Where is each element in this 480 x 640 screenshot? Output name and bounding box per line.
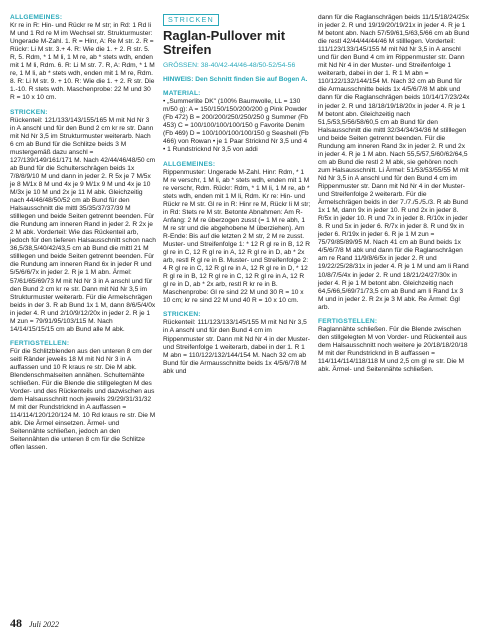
- section-heading: ALLGEMEINES:: [163, 160, 216, 168]
- body-text: Für die Schlitzblenden aus den unteren 8 cm der seitl Ränder jeweils 18 M mit Nd Nr 3 in A auffassen und 10 R kraus re str. Die M abk. Blendenschmalseiten annähen. Schulternähte schließen. Für die Blende die stillgelegten M des Vorder- und des Rückenteils und dazwischen aus dem Halsausschnitt noch jeweils 29/29/31/31/32 M mit der Rundstricknd in A auffassen = 114/114/120/120/124 M. 10 Rd kraus re str. Die M abk. Die Ärmel einsetzen. Ärmel- und Seitennähte schließen, jedoch an den Seitennähten die unteren 8 cm für die Schlitze offen lassen.: [10, 347, 156, 452]
- category-tag: STRICKEN: [163, 14, 219, 26]
- article-title: Raglan-Pullover mit Streifen: [163, 28, 286, 58]
- section-heading: MATERIAL:: [163, 90, 201, 98]
- page-number: 48: [10, 616, 22, 630]
- column-middle: [163, 14, 311, 376]
- column-left: [10, 14, 156, 452]
- material-list: • „Summerlite DK" (100% Baumwolle, LL = 130 m/50 g): A = 150/150/150/200/200 g Pink Powder (Fb 472) B = 200/200/250/250/250 g Summer (Fb 453) C = 100/100/100/100/150 g Favorite Denim (Fb 469) D = 100/100/100/100/150 g Seashell (Fb 466) von Rowan • je 1 Paar Stricknd Nr 3,5 und 4 • 1 Rundstricknd Nr 3,5 von addi: [163, 98, 309, 154]
- page-footer: [10, 614, 59, 632]
- body-text: Rückenteil: 121/133/143/155/165 M mit Nd Nr 3 in A anschl und für den Bund 2 cm kr re str. Dann mit Nd Nr 3,5 im Strukturmuster weiterarb. Nach 6 cm ab Bund für die Schlitze beids 3 M mustergemäß dazu anschl = 127/139/149/161/171 M. Nach 42/44/46/48/50 cm ab Bund für die Schulterschrägen beids 1x 7/8/8/9/10 M und dann in jeder 2. R 5x je 7 M/5x je 8 M/1x 8 M und 4x je 9 M/1x 9 M und 4x je 10 M/3x je 10 M und 2x je 11 M abk. Gleichzeitig nach 44/46/48/50/52 cm ab Bund für den Halsausschnitt die mittl 35/35/37/37/39 M stilllegen und beide Seiten getrennt beenden. Für die Rundung am inneren Rand in jeder 2. R 2x je 2 M abk. Vorderteil: Wie das Rückenteil arb, jedoch für den tieferen Halsausschnitt schon nach 36,5/38,5/40/42/43,5 cm ab Bund die mittl 21 M stilllegen und beide Seiten getrennt beenden. Für die Rundung am inneren Rand 6x in jeder R und 5/5/6/6/7x in jeder 2. R je 1 M abn. Ärmel: 57/61/65/69/73 M mit Nd Nr 3 in A anschl und für den Bund 2 cm kr re str. Dann mit Nd Nr 3,5 im Strukturmuster weiterarb. Für die Armelschrägen beids in der 3. R ab Bund 1x 1 M, dann 8/6/5/4/0x in jeder 4. R und 2/10/9/12/20x in jeder 2. R je 1 M zun = 79/91/95/103/115 M. Nach 14/14/15/15/15 cm ab Bund alle M abk.: [10, 116, 156, 333]
- body-text: Rippenmuster: Ungerade M-Zahl. Hinr: Rdm, * 1 M re verschr, 1 M li, ab * stets wdh, enden mit 1 M re verschr, Rdm. Rückr: Rdm, * 1 M li, 1 M re, ab * stets wdh, enden mit 1 M li, Rdm. Kr re: Hin- und Rückr re M str. Gl re in R: Hinr re M, Rückr li M str; in Rd: Stets re M str. Betonte Abnahmen: Am R-Anfang: 2 M re überzogen zusst (= 1 M re abh, 1 M re str und die abgehobene M überziehen). Am R-Ende: Bis auf die letzten 2 M str, 2 M re zusst. Muster- und Streifenfolge 1: * 12 R gl re in B, 12 R gl re in C, 12 R gl re in A, 12 R gl re in D, ab * 2x arb, restl R gl re in B. Muster- und Streifenfolge 2: 4 R gl re in C, 12 R gl re in A, 12 R gl re in D, * 12 R gl re in B, 12 R gl re in C, 12 R gl re in A, 12 R gl re in D, ab * 2x arb, restl R kr re in B. Maschenprobe: Gl re sind 22 M und 30 R = 10 x 10 cm; kr re sind 22 M und 40 R = 10 x 10 cm.: [163, 168, 311, 305]
- section-heading: ALLGEMEINES:: [10, 14, 63, 21]
- body-text: dann für die Raglanschrägen beids 11/15/18/24/25x in jeder 2. R und 19/19/20/19/21x in jeder 4. R je 1 M betont abn. Nach 57/59/61,5/63,5/66 cm ab Bund die restl 42/44/44/44/46 M stilllegen. Vorderteil: 111/123/133/145/155 M mit Nd Nr 3,5 in A anschl und für den Bund 4 cm im Rippenmuster str. Dann mit Nd Nr 4 in der Muster- und Streifenfolge 1 weiterarb, dabei in der 1. R 1 M abn = 110/122/132/144/154 M. Nach 32 cm ab Bund für die Armausschnitte beids 1x 4/5/6/7/8 M abk und dann für die Raglanschrägen beids 10/14/17/23/24x in jeder 2. R und 18/18/19/18/20x in jeder 4. R je 1 M betont abn. Gleichzeitig nach 51,5/53,5/56/58/60,5 cm ab Bund für den Halsausschnitt die mittl 32/34/34/34/36 M stilllegen und beide Seiten getrennt beenden. Für die Rundung am inneren Rand 3x in jeder 2. R und 2x in jeder 4. R je 1 M abn. Nach 55,5/57,5/60/62/64,5 cm ab Bund die restl 2 M abk, sie gehören noch zum Halsausschnitt. Li Ärmel: 51/53/53/55/55 M mit Nd Nr 3,5 in A anschl und für den Bund 4 cm im Rippenmuster str. Dann mit Nd Nr 4 in der Muster- und Streifenfolge 2 weiterarb. Für die Ärmelschrägen beids in der 7./7./5./5./3. R ab Bund 1x 1 M, dann 9x in jeder 10. R und 2x in jeder 8. R/5x in jeder 10. R und 7x in jeder 8. R/10x in jeder 8. R und 5x in jeder 6. R/7x in jeder 8. R und 9x in jeder 6. R/19x in jeder 6. R je 1 M zun = 75/79/85/89/95 M. Nach 41 cm ab Bund beids 1x 4/5/6/7/8 M abk und dann für die Raglanschrägen am re Rand 11/9/8/6/5x in jeder 2. R und 19/22/25/28/31x in jeder 4. R je 1 M und am li Rand 10/8/7/5/4x in jeder 2. R und 18/21/24/27/30x in jeder 4. R je 1 M betont abn. Gleichzeitig nach 64,5/66,5/69/71/73,5 cm ab Bund am li Rand 1x 3 M und in jeder 2. R 2x je 3 M abk. Re Ärmel: Ggl arb.: [318, 14, 470, 311]
- sizes-line: GRÖSSEN: 38-40/42-44/46-48/50-52/54-56: [163, 62, 296, 70]
- body-text: Raglannähte schließen. Für die Blende zwischen den stillgelegten M von Vorder- und Rückenteil aus dem Halsausschnitt noch weitere je 20/18/18/20/18 M mit der Rundstricknd in B auffassen = 114/114/114/118/118 M und 2,5 cm gl re str. Die M abk. Ärmel- und Seitennähte schließen.: [318, 325, 468, 374]
- section-heading: FERTIGSTELLEN:: [318, 317, 378, 325]
- body-text: Kr re in R: Hin- und Rückr re M str; in Rd: 1 Rd li M und 1 Rd re M im Wechsel str. Strukturmuster: Ungerade M-Zahl. 1. R = Hinr, A: Re M str. 2. R = Rückr: Li M str. 3.+ 4. R: Wie die 1. + 2. R str. 5. R, 5. Rdm, * 1 M li, 1 M re, ab * stets wdh, enden mit 1 M li, Rdm. 6. R: Li M str. 7. R, A: Rdm, * 1 M re, 1 M li, ab * stets wdh, enden mit 1 M re, Rdm. 8. R: Li M str. 9. + 10. R: Wie die 1. + 2. R str. Die 1.-10. R stets wdh. Maschenprobe: 22 M und 30 R = 10 x 10 cm.: [10, 22, 155, 102]
- issue-date: Juli 2022: [29, 620, 59, 629]
- column-right: [318, 14, 470, 374]
- pattern-hint: HINWEIS: Den Schnitt finden Sie auf Bogen A.: [163, 76, 308, 84]
- section-heading: STRICKEN:: [10, 108, 48, 116]
- section-heading: STRICKEN:: [163, 311, 201, 319]
- body-text: Rückenteil: 111/123/133/145/155 M mit Nd Nr 3,5 in A anschl und für den Bund 4 cm im Rippenmuster str. Dann mit Nd Nr 4 in der Muster- und Streifenfolge 1 weiterarb, dabei in der 1. R 1 M abn = 110/122/132/144/154 M. Nach 32 cm ab Bund für die Armausschnitte beids 1x 4/5/6/7/8 M abk und: [163, 319, 310, 375]
- section-heading: FERTIGSTELLEN:: [10, 339, 70, 347]
